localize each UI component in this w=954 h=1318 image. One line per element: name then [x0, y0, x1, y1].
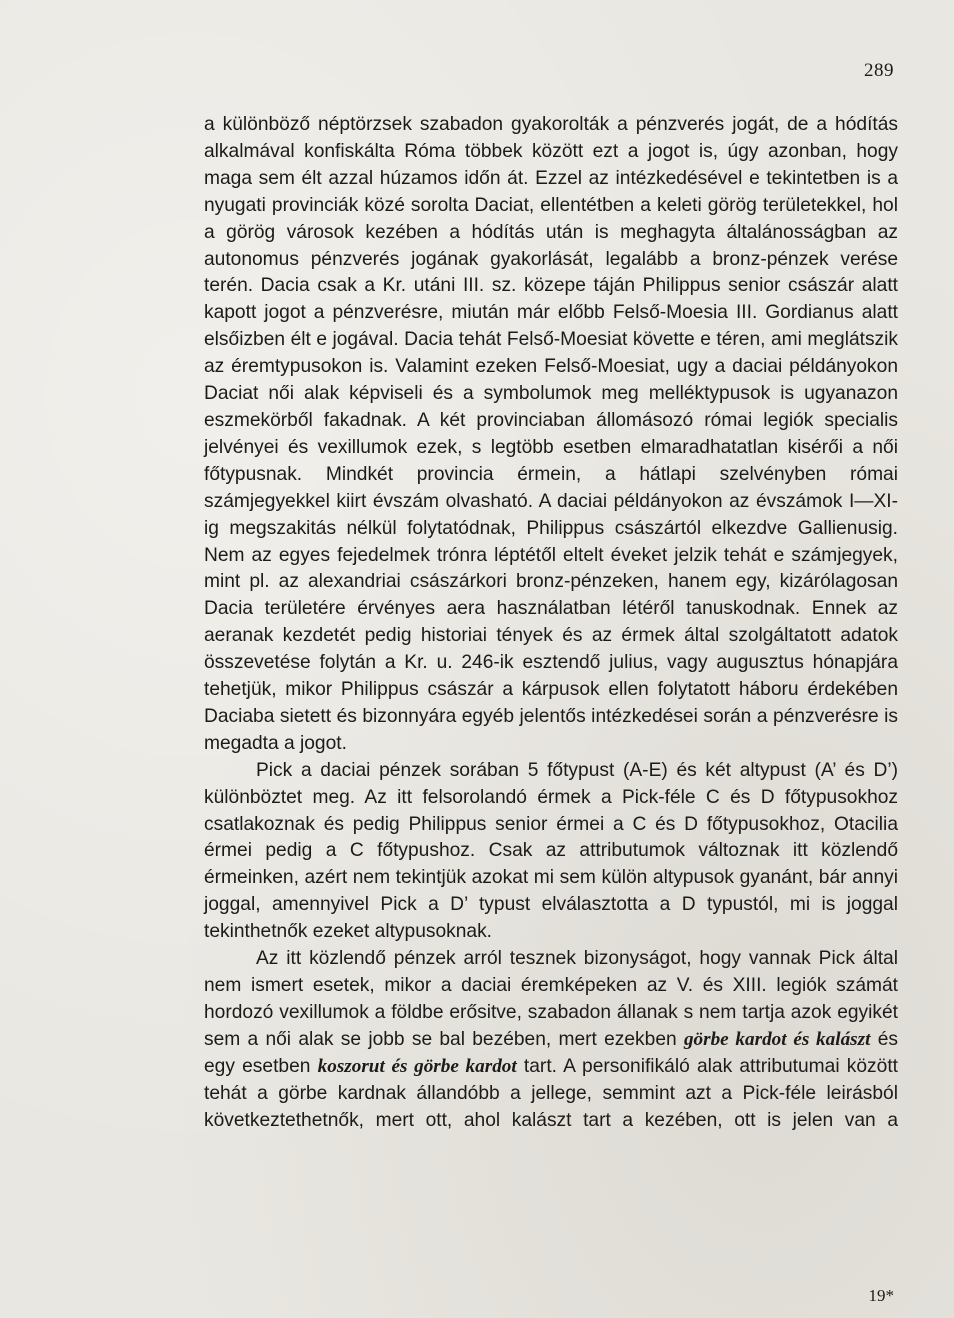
paragraph-1: a különböző néptörzsek szabadon gyakorolták a pénzverés jogát, de a hódítás alkalmával konfiskálta Róma többek között ezt a jogot is, úgy azonban, hogy maga sem élt azzal húzamos időn át. Ezzel az intézkedésével e tekintetben is a nyugati provinciák közé sorolta Daciat, ellentétben a keleti görög területekkel, hol a görög városok kezében a hódítás után is meghagyta általánosságban az autonomus pénzverés jogának gyakorlását, legalább a bronz-pénzek verése terén. Dacia csak a Kr. utáni III. sz. közepe táján Philippus senior császár alatt kapott jogot a pénzverésre, miután már előbb Felső-Moesia III. Gordianus alatt elsőizben élt e jogával. Dacia tehát Felső-Moesiat követte e téren, ami meglátszik az éremtypusokon is. Valamint ezeken Felső-Moesiat, ugy a daciai példányokon Daciat női alak képviseli és a symbolumok meg melléktypusok is ugyanazon eszmekörből fakadnak. A két provinciaban állomásozó római legiók specialis jelvényei és vexillumok ezek, s legtöbb esetben elmaradhatatlan kisérői a női főtypusnak. Mindkét provincia érmein, a hátlapi szelvényben római számjegyekkel kiirt évszám olvasható. A daciai példányokon az évszámok I—XI-ig megszakitás nélkül folytatódnak, Philippus császártól elkezdve Gallienusig. Nem az egyes fejedelmek trónra léptétől eltelt éveket jelzik tehát e számjegyek, mint pl. az alexandriai császárkori bronz-pénzeken, hanem egy, kizárólagosan Dacia területére érvényes aera használatban létéről tanuskodnak. Ennek az aeranak kezdetét pedig historiai tények és az érmek által szolgáltatott adatok összevetése folytán a Kr. u. 246-ik esztendő julius, vagy augusztus hónapjára tehetjük, mikor Philippus császár a kárpusok ellen folytatott háboru érdekében Daciaba sietett és bizonnyára egyéb jelentős intézkedései során a pénzverésre is megadta a jogot.: [204, 114, 898, 754]
paragraph-2: Pick a daciai pénzek sorában 5 főtypust (A-E) és két altypust (A’ és D’) különböztet meg. Az itt felsorolandó érmek a Pick-féle C és D főtypusokhoz csatlakoznak és pedig Philippus senior érmei a C és D főtypusokhoz, Otacilia érmei pedig a C főtypushoz. Csak az attributumok változnak itt közlendő érmeinken, azért nem tekintjük azokat mi sem külön altypusok gyanánt, bár annyi joggal, amennyivel Pick a D’ typust elválasztotta a D typustól, mi is joggal tekinthetnők ezeket altypusoknak.: [204, 759, 898, 943]
paragraph-3-part-3: tart. A personifikáló alak attributumai között tehát a görbe kardnak állandóbb a jellege, semmint azt a Pick-féle leirásból következtethetnők, mert ott, ahol kalászt tart a kezében, ott is jelen van a: [204, 1055, 898, 1131]
emphasis-wreath-and-sword: koszorut és görbe kardot: [317, 1055, 517, 1077]
paragraph-3-part-2: és egy esetben: [204, 1028, 898, 1077]
paragraph-3-part-1: Az itt közlendő pénzek arról tesznek bizonyságot, hogy vannak Pick által nem ismert esetek, mikor a daciai éremképeken az V. és XIII. legiók számát hordozó vexillumok a földbe erősitve, szabadon állanak s nem tartja azok egyikét sem a női alak se jobb se bal bezében, mert ezekben: [204, 948, 898, 1050]
body-text: [204, 112, 898, 1134]
emphasis-curved-sword-and-ear: görbe kardot és kalászt: [683, 1028, 871, 1050]
paragraph-3: [204, 946, 898, 1134]
page-number: 289: [864, 60, 894, 81]
printer-signature-mark: 19*: [868, 1286, 894, 1305]
